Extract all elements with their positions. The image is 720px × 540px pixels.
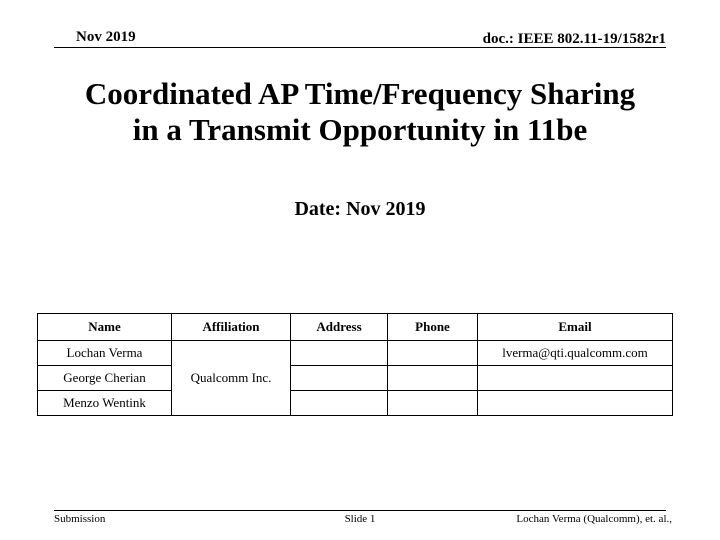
slide-title-line-1: Coordinated AP Time/Frequency Sharing xyxy=(84,76,636,111)
column-header-affiliation: Affiliation xyxy=(172,314,291,341)
table-row xyxy=(38,366,673,391)
author-address xyxy=(291,366,388,391)
author-name: Menzo Wentink xyxy=(38,391,172,416)
header-date: Nov 2019 xyxy=(76,29,136,45)
presentation-date: Date: Nov 2019 xyxy=(294,198,426,220)
footer-slide-number: Slide 1 xyxy=(344,513,376,525)
author-name: George Cherian xyxy=(38,366,172,391)
author-name: Lochan Verma xyxy=(38,341,172,366)
slide-title-line-2: in a Transmit Opportunity in 11be xyxy=(132,112,588,147)
authors-table xyxy=(37,313,673,416)
column-header-name: Name xyxy=(38,314,172,341)
author-phone xyxy=(388,366,478,391)
column-header-email: Email xyxy=(478,314,673,341)
column-header-address: Address xyxy=(291,314,388,341)
footer-author: Lochan Verma (Qualcomm), et. al., xyxy=(516,513,672,525)
author-address xyxy=(291,341,388,366)
footer-submission: Submission xyxy=(54,513,106,525)
column-header-phone: Phone xyxy=(388,314,478,341)
document-number: doc.: IEEE 802.11-19/1582r1 xyxy=(482,31,666,47)
author-email: lverma@qti.qualcomm.com xyxy=(478,341,673,366)
header-divider xyxy=(54,47,666,48)
author-phone xyxy=(388,391,478,416)
footer-divider xyxy=(54,510,666,511)
author-email xyxy=(478,391,673,416)
author-affiliation: Qualcomm Inc. xyxy=(172,341,291,416)
table-row xyxy=(38,391,673,416)
author-phone xyxy=(388,341,478,366)
table-header-row xyxy=(38,314,673,341)
slide-title xyxy=(30,76,690,148)
author-email xyxy=(478,366,673,391)
table-row xyxy=(38,341,673,366)
author-address xyxy=(291,391,388,416)
